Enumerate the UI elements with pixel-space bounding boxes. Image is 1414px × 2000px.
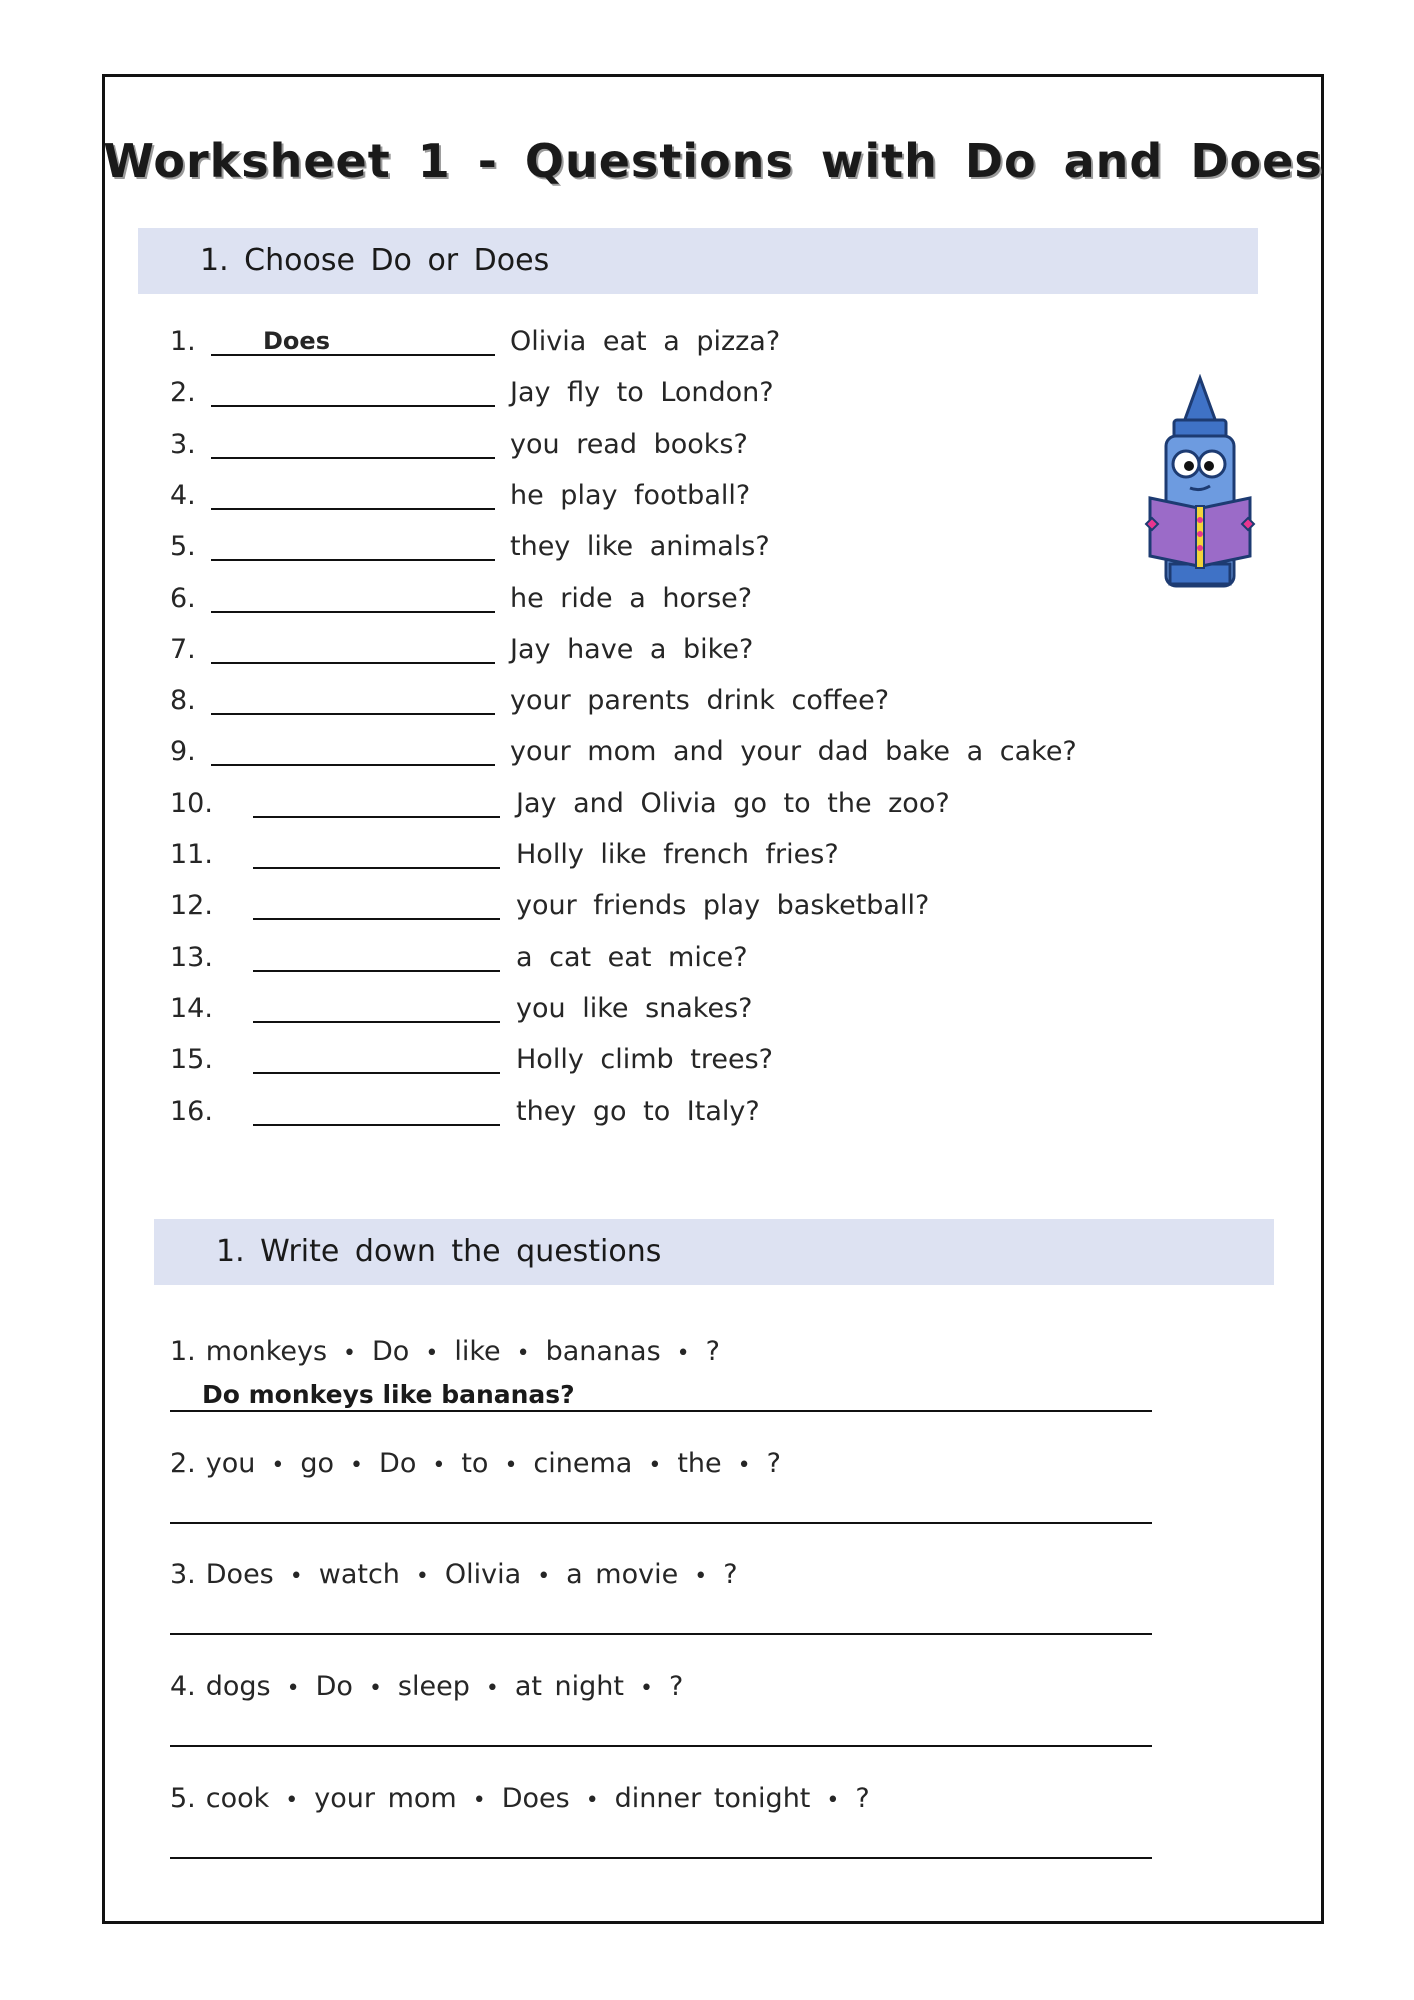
item-number: 10. [170,787,213,819]
word-token: ? [766,1448,781,1479]
word-token: Does [205,1559,274,1590]
question-text: your friends play basketball? [516,890,930,922]
question-text: Olivia eat a pizza? [510,326,781,357]
section-heading-write: 1. Write down the questions [154,1219,1274,1285]
item-number: 9. [170,736,196,768]
answer-blank[interactable] [253,1096,500,1126]
item-number: 14. [170,992,213,1024]
answer-line[interactable] [170,1825,1152,1859]
item-number: 1. [170,326,196,357]
word-token: Do [315,1671,353,1702]
bullet-separator: • [516,1341,530,1366]
bullet-separator: • [425,1341,439,1366]
bullet-separator: • [285,1788,299,1813]
word-token: the [677,1448,722,1479]
answer-line[interactable] [170,1490,1152,1524]
answer-blank[interactable] [211,685,495,715]
answer-blank[interactable] [253,839,500,869]
answer-line[interactable] [170,1601,1152,1635]
bullet-separator: • [640,1676,653,1701]
word-token: ? [855,1783,870,1814]
item-number: 2. [170,1448,196,1479]
bullet-separator: • [648,1453,662,1478]
word-token: your mom [314,1783,457,1814]
list-item [0,938,1414,978]
answer-blank[interactable] [253,993,500,1023]
bullet-separator: • [676,1341,690,1366]
question-text: Jay fly to London? [510,377,774,409]
bullet-separator: • [432,1453,446,1478]
bullet-separator: • [350,1453,364,1478]
word-tokens [206,1336,720,1367]
word-token: cook [205,1783,270,1814]
word-token: sleep [397,1671,470,1702]
item-number: 3. [170,428,196,460]
scrambled-question [170,1332,720,1374]
bullet-separator: • [415,1564,429,1589]
word-token: ? [723,1559,738,1590]
item-number: 2. [170,377,196,409]
bullet-separator: • [504,1453,518,1478]
word-tokens [206,1783,870,1814]
item-number: 16. [170,1095,213,1127]
list-item [0,784,1414,824]
list-item [0,322,1414,362]
question-text: they like animals? [510,531,770,563]
question-text: Holly climb trees? [516,1044,773,1076]
item-number: 11. [170,839,213,870]
item-number: 13. [170,941,213,973]
bullet-separator: • [286,1676,300,1701]
word-token: Do [379,1448,417,1479]
question-text: they go to Italy? [516,1095,760,1127]
item-number: 1. [170,1336,196,1367]
item-number: 6. [170,582,196,614]
word-token: cinema [533,1448,633,1479]
list-item [0,835,1414,875]
bullet-separator: • [271,1453,285,1478]
question-text: your mom and your dad bake a cake? [510,736,1077,768]
question-text: he play football? [510,479,751,511]
list-item [0,732,1414,772]
word-token: dinner tonight [614,1783,811,1814]
question-text: you read books? [510,428,748,460]
word-token: monkeys [205,1336,328,1367]
bullet-separator: • [485,1676,499,1701]
word-token: bananas [545,1336,661,1367]
item-number: 8. [170,685,196,717]
list-item [0,681,1414,721]
word-token: ? [705,1336,720,1367]
answer-blank[interactable] [253,788,500,818]
word-token: ? [669,1671,684,1702]
bullet-separator: • [737,1453,751,1478]
answer-blank[interactable] [211,429,495,459]
item-number: 5. [170,1783,196,1814]
answer-blank[interactable] [253,890,500,920]
item-number: 3. [170,1559,196,1590]
answer-line[interactable] [170,1713,1152,1747]
answer-line[interactable]: Do monkeys like bananas? [170,1378,1152,1412]
item-number: 4. [170,1671,196,1702]
question-text: a cat eat mice? [516,941,748,973]
bullet-separator: • [472,1788,486,1813]
question-text: you like snakes? [516,992,753,1024]
section-heading-choose: 1. Choose Do or Does [138,228,1258,294]
bullet-separator: • [826,1788,840,1813]
word-token: to [461,1448,489,1479]
answer-blank[interactable] [211,377,495,407]
answer-blank[interactable] [211,634,495,664]
item-number: 12. [170,890,213,922]
bullet-separator: • [694,1564,708,1589]
word-tokens [206,1671,684,1702]
word-token: Does [501,1783,570,1814]
list-item [0,1040,1414,1080]
word-tokens [206,1448,781,1479]
bullet-separator: • [343,1341,357,1366]
word-token: a movie [566,1559,679,1590]
word-token: dogs [205,1671,271,1702]
item-number: 7. [170,633,196,665]
word-token: go [300,1448,335,1479]
worksheet-title: Worksheet 1 - Questions with Do and Does [103,134,1323,188]
scrambled-question [170,1779,870,1821]
crayon-reading-book-icon [1140,374,1260,596]
question-text: Jay have a bike? [510,633,754,665]
item-number: 4. [170,479,196,511]
question-text: your parents drink coffee? [510,685,890,717]
question-text: Jay and Olivia go to the zoo? [516,787,950,819]
word-token: Do [372,1336,410,1367]
answer-blank[interactable] [211,736,495,766]
item-number: 5. [170,531,196,563]
list-item [0,886,1414,926]
bullet-separator: • [585,1788,599,1813]
word-token: like [454,1336,501,1367]
scrambled-question [170,1667,683,1709]
answer-blank[interactable] [253,942,500,972]
bullet-separator: • [289,1564,303,1589]
word-token: watch [318,1559,400,1590]
word-token: Olivia [444,1559,522,1590]
question-text: he ride a horse? [510,582,753,614]
list-item [0,1092,1414,1132]
word-token: at night [514,1671,625,1702]
answer-blank[interactable] [211,480,495,510]
item-number: 15. [170,1044,213,1076]
list-item [0,630,1414,670]
bullet-separator: • [537,1564,551,1589]
answer-blank[interactable]: Does [211,326,495,356]
bullet-separator: • [368,1676,382,1701]
answer-blank[interactable] [253,1044,500,1074]
word-tokens [206,1559,738,1590]
answer-blank[interactable] [211,583,495,613]
scrambled-question [170,1444,781,1486]
question-text: Holly like french fries? [516,839,839,870]
answer-blank[interactable] [211,531,495,561]
word-token: you [205,1448,256,1479]
list-item [0,989,1414,1029]
scrambled-question [170,1555,738,1597]
